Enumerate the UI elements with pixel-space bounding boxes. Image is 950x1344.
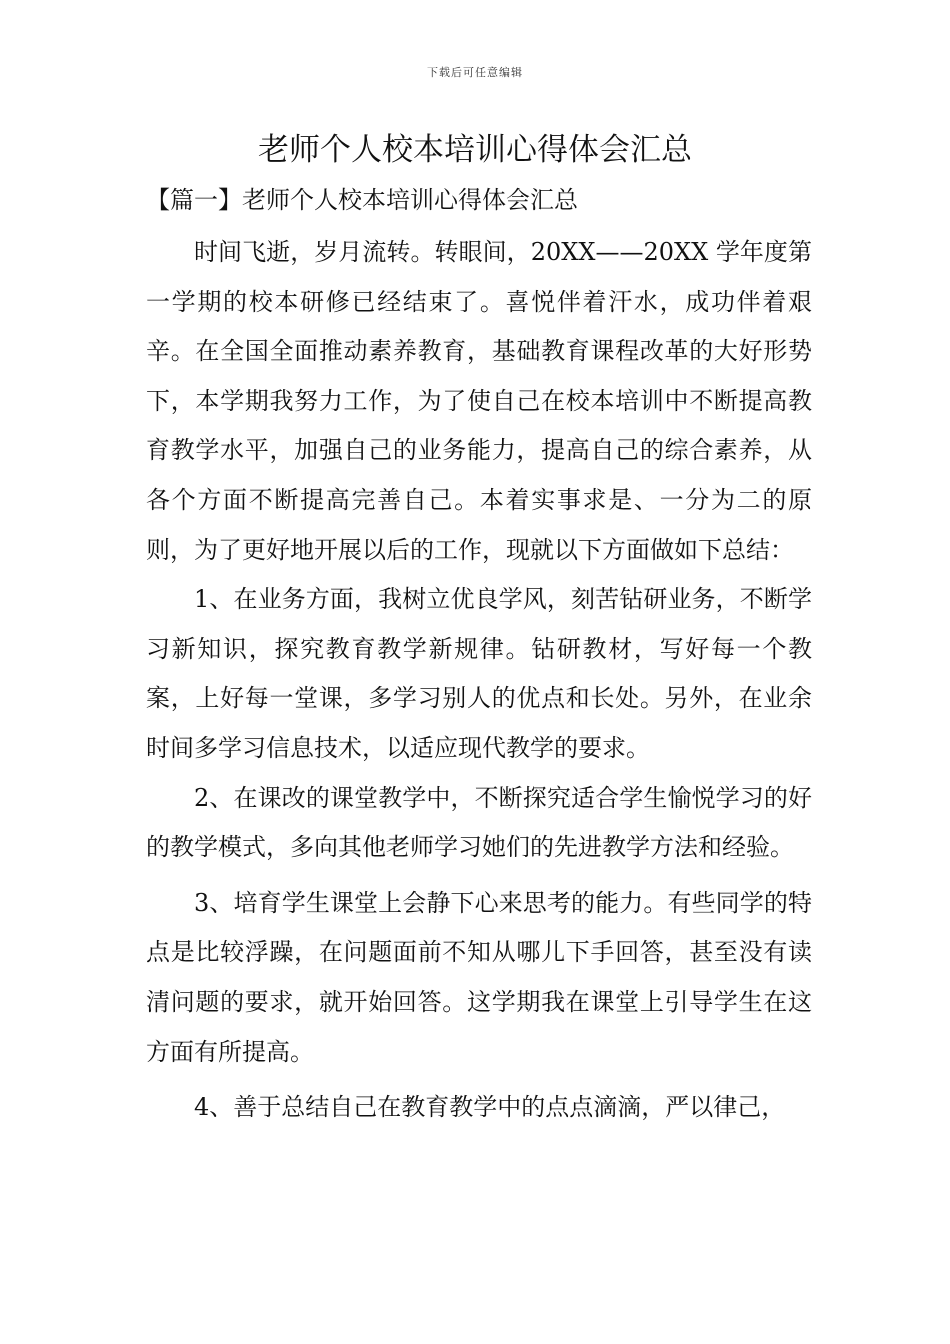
paragraph-intro: 时间飞逝，岁月流转。转眼间，20XX——20XX 学年度第一学期的校本研修已经结束了。喜悦伴着汗水，成功伴着艰辛。在全国全面推动素养教育，基础教育课程改革的大好形势下，本学期我努力工作，为了使自己在校本培训中不断提高教育教学水平，加强自己的业务能力，提高自己的综合素养，从各个方面不断提高完善自己。本着实事求是、一分为二的原则，为了更好地开展以后的工作，现就以下方面做如下总结： [146, 238, 812, 564]
paragraph-item-4: 4、善于总结自己在教育教学中的点点滴滴，严以律己， [194, 1093, 786, 1122]
paragraph-item-2: 2、在课改的课堂教学中，不断探究适合学生愉悦学习的好的教学模式，多向其他老师学习她们的先进教学方法和经验。 [146, 783, 812, 862]
paragraph-item-3: 3、培育学生课堂上会静下心来思考的能力。有些同学的特点是比较浮躁，在问题面前不知从哪儿下手回答，甚至没有读清问题的要求，就开始回答。这学期我在课堂上引导学生在这方面有所提高。 [146, 888, 812, 1066]
header-note: 下载后可任意编辑 [427, 66, 523, 79]
document-title: 老师个人校本培训心得体会汇总 [258, 132, 692, 168]
paragraph-item-1: 1、在业务方面，我树立优良学风，刻苦钻研业务，不断学习新知识，探究教育教学新规律。钻研教材，写好每一个教案，上好每一堂课，多学习别人的优点和长处。另外，在业余时间多学习信息技术，以适应现代教学的要求。 [146, 585, 812, 762]
document-body [146, 228, 812, 1133]
section-heading: 【篇一】老师个人校本培训心得体会汇总 [146, 186, 578, 214]
